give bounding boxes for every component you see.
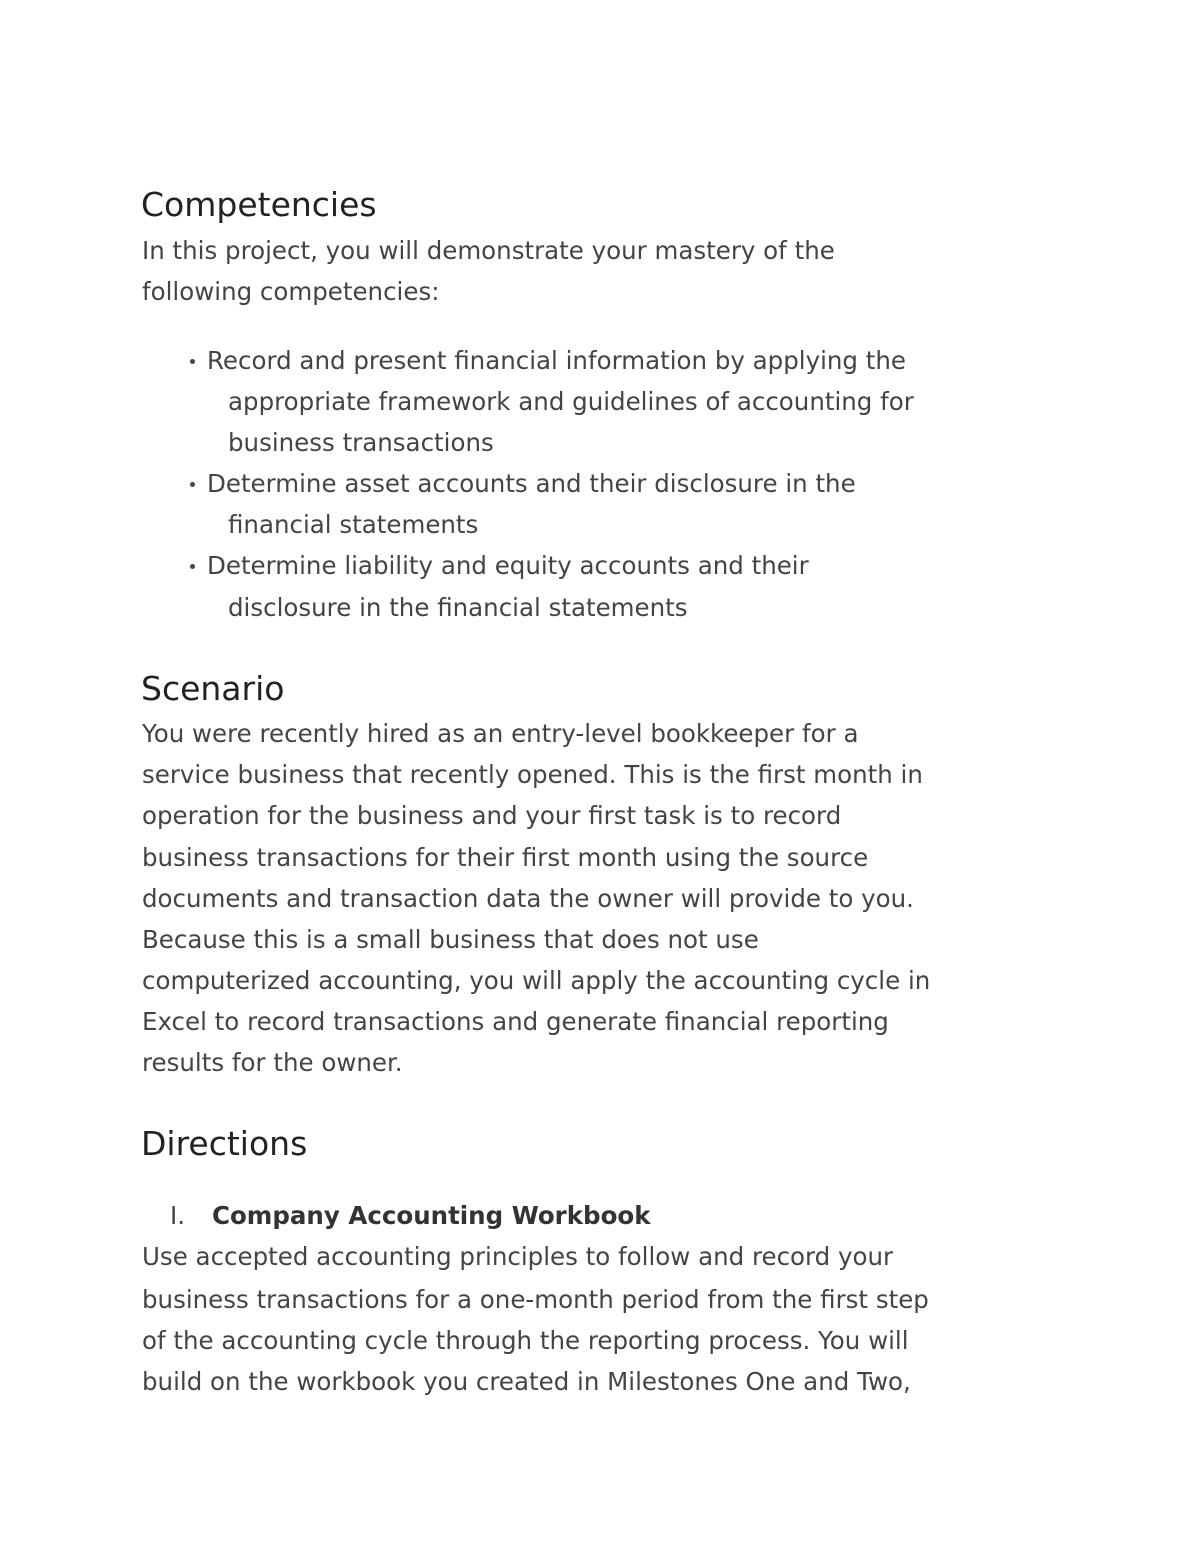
bullet-text: Determine liability and equity accounts and their bbox=[207, 551, 809, 580]
bullet-item bbox=[190, 340, 906, 382]
directions-line: build on the workbook you created in Milestones One and Two, bbox=[142, 1367, 911, 1396]
bullet-continuation: business transactions bbox=[228, 428, 494, 457]
bullet-icon bbox=[190, 482, 195, 487]
scenario-line: business transactions for their first month using the source bbox=[142, 843, 869, 872]
directions-item-title bbox=[170, 1195, 651, 1237]
bullet-text: Determine asset accounts and their disclosure in the bbox=[207, 469, 856, 498]
directions-line: of the accounting cycle through the reporting process. You will bbox=[142, 1326, 909, 1355]
bullet-icon bbox=[190, 564, 195, 569]
item-numeral: I. bbox=[170, 1201, 186, 1230]
bullet-item bbox=[190, 463, 856, 505]
scenario-line: documents and transaction data the owner will provide to you. bbox=[142, 884, 914, 913]
scenario-line: results for the owner. bbox=[142, 1048, 403, 1077]
bullet-continuation: financial statements bbox=[228, 510, 479, 539]
directions-heading: Directions bbox=[141, 1124, 308, 1163]
scenario-heading: Scenario bbox=[141, 669, 285, 708]
bullet-text: Record and present financial information by applying the bbox=[207, 346, 906, 375]
intro-line: following competencies: bbox=[142, 277, 440, 306]
bullet-item bbox=[190, 545, 809, 587]
scenario-line: You were recently hired as an entry-level bookkeeper for a bbox=[142, 719, 859, 748]
bullet-continuation: disclosure in the financial statements bbox=[228, 593, 688, 622]
scenario-line: Excel to record transactions and generate financial reporting bbox=[142, 1007, 889, 1036]
scenario-line: computerized accounting, you will apply the accounting cycle in bbox=[142, 966, 931, 995]
scenario-line: operation for the business and your first task is to record bbox=[142, 801, 842, 830]
bullet-icon bbox=[190, 359, 195, 364]
intro-line: In this project, you will demonstrate your mastery of the bbox=[142, 236, 835, 265]
bullet-continuation: appropriate framework and guidelines of accounting for bbox=[228, 387, 914, 416]
scenario-line: Because this is a small business that does not use bbox=[142, 925, 759, 954]
item-title: Company Accounting Workbook bbox=[212, 1201, 651, 1230]
competencies-heading: Competencies bbox=[141, 185, 377, 224]
directions-line: Use accepted accounting principles to follow and record your bbox=[142, 1242, 894, 1271]
scenario-line: service business that recently opened. This is the first month in bbox=[142, 760, 923, 789]
directions-line: business transactions for a one-month period from the first step bbox=[142, 1285, 929, 1314]
